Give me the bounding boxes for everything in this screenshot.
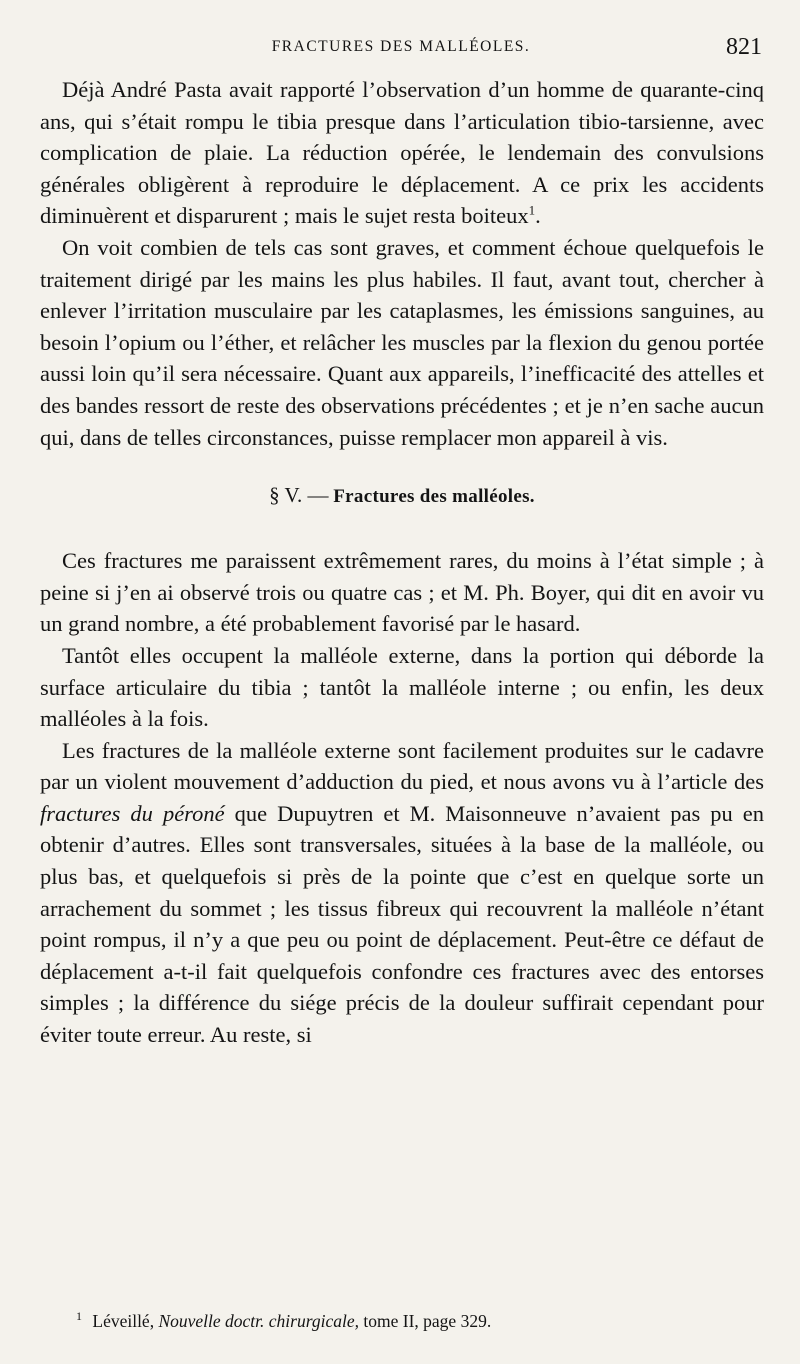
footnote-author: Léveillé,	[92, 1310, 155, 1331]
paragraph-5: Les fractures de la malléole externe sont facilement produites sur le cadavre par un violent mouvement d’adduction du pied, et nous avons vu à l’article des fractures du péroné que Dupuytren et M. Maisonneuve n’avaient pas pu en obtenir d’autres. Elles sont transversales, situées à la base de la malléole, ou plus bas, et quelquefois si près de la pointe que c’est en quelque sorte un arrachement du sommet ; les tissus fibreux qui recouvrent la malléole n’étant point rompus, il n’y a que peu ou point de déplacement. Peut-être ce défaut de déplacement a-t-il fait quelquefois confondre ces fractures avec des entorses simples ; la différence du siége précis de la douleur suffirait cependant pour éviter toute erreur. Au reste, si	[40, 737, 765, 1048]
paragraph-2: On voit combien de tels cas sont graves, et comment échoue quelquefois le traitement dirigé par les mains les plus habiles. Il faut, avant tout, chercher à enlever l’irritation musculaire par les cataplasmes, les émissions sanguines, au besoin l’opium ou l’éther, et relâcher les muscles par la flexion du genou portée aussi loin qu’il sera nécessaire. Quant aux appareils, l’inefficacité des attelles et des bandes ressort de reste des observations précédentes ; et je n’en sache aucun qui, dans de telles circonstances, puisse remplacer mon appareil à vis.	[40, 234, 764, 450]
running-title: FRACTURES DES MALLÉOLES.	[271, 38, 531, 55]
paragraph-4: Tantôt elles occupent la malléole externe, dans la portion qui déborde la surface articulaire du tibia ; tantôt la malléole interne ; ou enfin, les deux malléoles à la fois.	[40, 642, 764, 732]
footnote-work: Nouvelle doctr. chirurgicale,	[158, 1310, 360, 1331]
paragraph-1: Déjà André Pasta avait rapporté l’observation d’un homme de quarante-cinq ans, qui s’était rompu le tibia presque dans l’articulation tibio-tarsienne, avec complication de plaie. La réduction opérée, le lendemain des convulsions générales obligèrent à reproduire le déplacement. A ce prix les accidents diminuèrent et disparurent ; mais le sujet resta boiteux$^1$.	[40, 77, 764, 229]
running-head	[40, 34, 762, 64]
footnote-ref-text: tome II, page 329.	[363, 1310, 492, 1331]
footnote-mark: 1	[76, 1309, 82, 1323]
paragraph-3: Ces fractures me paraissent extrêmement rares, du moins à l’état simple ; à peine si j’en ai observé trois ou quatre cas ; et M. Ph. Boyer, qui dit en avoir vu un grand nombre, a été probablement favorisé par le hasard.	[40, 548, 764, 637]
section-mark: § V. —	[269, 483, 329, 508]
section-title: Fractures des malléoles.	[333, 486, 535, 508]
italic-term: fractures du péroné	[40, 800, 225, 826]
footnote-ref: 1	[528, 202, 536, 218]
page-number: 821	[726, 34, 762, 60]
footnote	[76, 1304, 760, 1333]
body-text	[40, 74, 764, 1051]
section-heading	[40, 481, 764, 511]
